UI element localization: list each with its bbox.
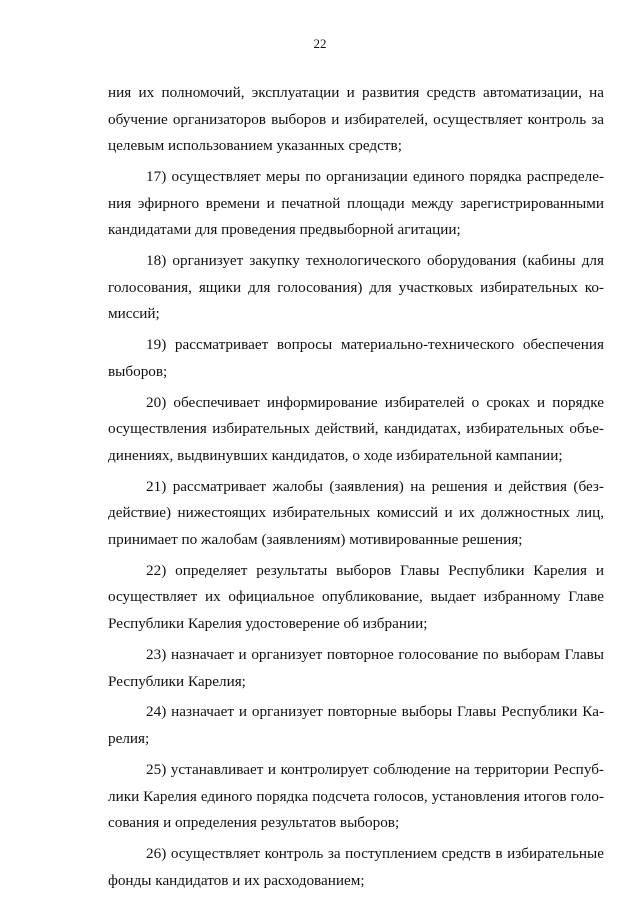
text-line: действие) нижестоящих избирательных комиссий и их должностных лиц, (108, 504, 604, 522)
text-line: ния эфирного времени и печатной площади между зарегистрированными (108, 194, 604, 212)
text-line: выборов; (108, 362, 168, 380)
text-line: Республики Карелия; (108, 672, 246, 690)
text-line: кандидатами для проведения предвыборной агитации; (108, 221, 461, 239)
text-line: динениях, выдвинувших кандидатов, о ходе избирательной кампании; (108, 446, 563, 464)
paragraph-item-21 (108, 474, 604, 554)
text-line: 24) назначает и организует повторные выборы Главы Республики Ка- (146, 703, 604, 721)
paragraph-item-19 (108, 332, 604, 385)
paragraph-item-26 (108, 841, 604, 894)
text-line: осуществления избирательных действий, кандидатах, избирательных объе- (108, 420, 604, 438)
text-line: целевым использованием указанных средств; (108, 137, 402, 155)
text-line: сования и определения результатов выборов; (108, 814, 400, 832)
paragraph-item-17 (108, 164, 604, 244)
paragraph-item-20 (108, 390, 604, 470)
text-line: миссий; (108, 305, 160, 323)
paragraph-item-23 (108, 642, 604, 695)
text-line: 17) осуществляет меры по организации единого порядка распределе- (146, 168, 604, 186)
text-line: 25) устанавливает и контролирует соблюдение на территории Респуб- (146, 760, 604, 778)
document-body (108, 80, 604, 898)
text-line: фонды кандидатов и их расходованием; (108, 871, 365, 889)
paragraph-item-22 (108, 558, 604, 638)
paragraph-continued (108, 80, 604, 160)
text-line: 26) осуществляет контроль за поступлением средств в избирательные (146, 845, 604, 862)
text-line: 21) рассматривает жалобы (заявления) на решения и действия (без- (146, 477, 604, 495)
text-line: 18) организует закупку технологического оборудования (кабины для (146, 252, 604, 270)
page-number: 22 (313, 36, 327, 51)
paragraph-item-24 (108, 699, 604, 752)
text-line: 23) назначает и организует повторное голосование по выборам Главы (146, 645, 604, 663)
text-line: 20) обеспечивает информирование избирателей о сроках и порядке (146, 393, 604, 411)
paragraph-item-25 (108, 757, 604, 837)
text-line: обучение организаторов выборов и избирателей, осуществляет контроль за (108, 110, 604, 128)
text-line: Республики Карелия удостоверение об избрании; (108, 615, 428, 633)
text-line: ния их полномочий, эксплуатации и развития средств автоматизации, на (108, 84, 604, 101)
text-line: голосования, ящики для голосования) для участковых избирательных ко- (108, 278, 604, 296)
paragraph-item-18 (108, 248, 604, 328)
text-line: лики Карелия единого порядка подсчета голосов, установления итогов голо- (108, 787, 604, 805)
text-line: осуществляет их официальное опубликование, выдает избранному Главе (108, 588, 604, 606)
text-line: релия; (108, 730, 150, 748)
text-line: 22) определяет результаты выборов Главы Республики Карелия и (146, 561, 604, 579)
text-line: принимает по жалобам (заявлениям) мотивированные решения; (108, 530, 523, 548)
text-line: 19) рассматривает вопросы материально-технического обеспечения (146, 336, 604, 354)
